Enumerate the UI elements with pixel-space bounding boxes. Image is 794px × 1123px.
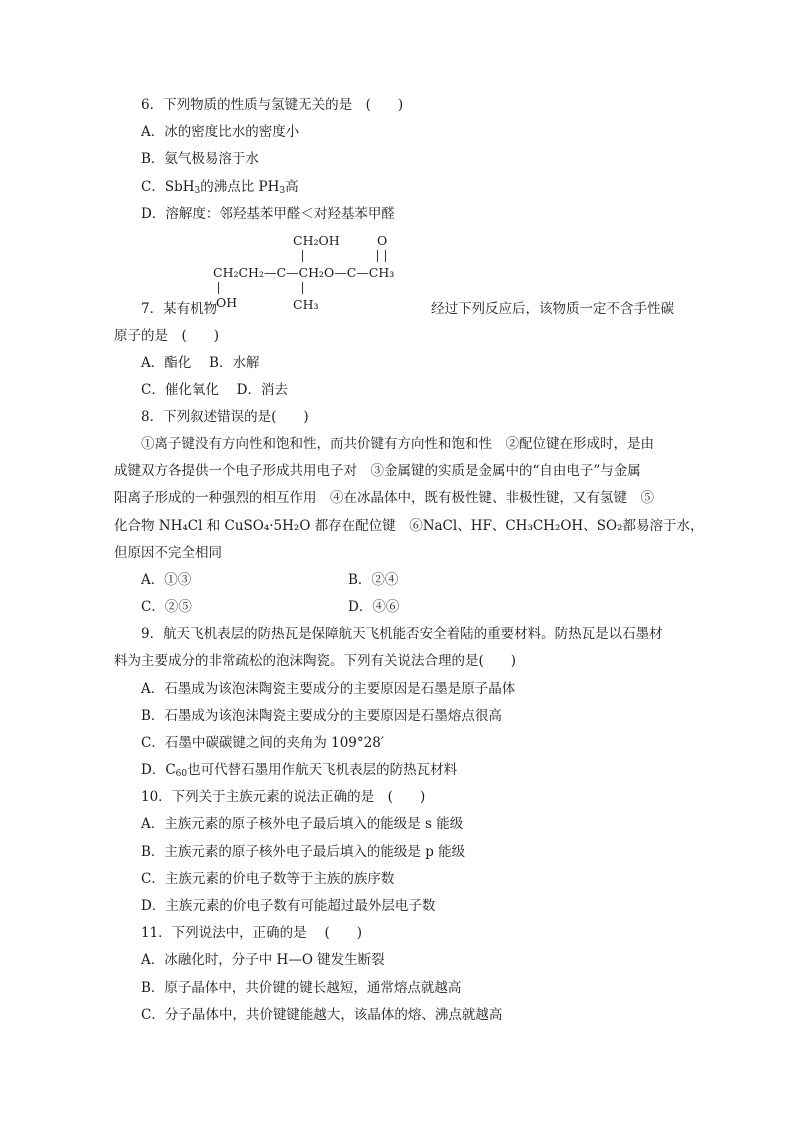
q7-stem-c: 原子的是 ( ): [114, 328, 220, 344]
q8-line-2: 成键双方各提供一个电子形成共用电子对 ③金属键的实质是金属中的“自由电子”与金属: [114, 463, 641, 479]
q9-option-a: A．石墨成为该泡沫陶瓷主要成分的主要原因是石墨是原子晶体: [141, 681, 516, 697]
q8-option-b: B．②④: [348, 572, 399, 588]
q10-option-d: D．主族元素的价电子数有可能超过最外层电子数: [141, 898, 436, 914]
q10-option-a: A．主族元素的原子核外电子最后填入的能级是 s 能级: [141, 816, 464, 832]
struct-double-bond: [377, 250, 386, 262]
struct-bond-up: [302, 250, 303, 262]
q6-option-b: B．氨气极易溶于水: [141, 151, 259, 167]
q6-stem: 6．下列物质的性质与氢键无关的是 ( ): [141, 97, 404, 113]
q8-option-c: C．②⑤: [141, 599, 192, 615]
q6-option-c: C．SbH$_3$的沸点比 $PH_3$高: [141, 179, 299, 196]
q9-option-c: C．石墨中碳碳键之间的夹角为 109°28′: [141, 735, 384, 751]
struct-main-chain: CH₂CH₂—C—CH₂O—C—CH₃: [213, 265, 395, 280]
q8-line-1: ①离子键没有方向性和饱和性，而共价键有方向性和饱和性 ②配位键在形成时，是由: [141, 436, 654, 452]
q11-stem: 11．下列说法中，正确的是 ( ): [141, 925, 363, 941]
q6-option-d: D．溶解度：邻羟基苯甲醛＜对羟基苯甲醛: [141, 206, 395, 222]
q8-line-3: 阳离子形成的一种强烈的相互作用 ④在冰晶体中，既有极性键、非极性键，又有氢键 ⑤: [114, 490, 654, 506]
structural-formula: [205, 228, 440, 320]
struct-bond-oh: [218, 282, 219, 294]
struct-ch3: CH₃: [293, 297, 319, 312]
q8-stem: 8．下列叙述错误的是( ): [141, 409, 309, 425]
struct-bond-down: [302, 282, 303, 294]
struct-carbonyl-o: O: [377, 233, 388, 248]
q9-option-b: B．石墨成为该泡沫陶瓷主要成分的主要原因是石墨熔点很高: [141, 708, 502, 724]
q9-option-d: D．$C_{60}$也可代替石墨用作航天飞机表层的防热瓦材料: [141, 762, 458, 779]
q9-line-2: 料为主要成分的非常疏松的泡沫陶瓷。下列有关说法合理的是( ): [114, 653, 517, 669]
q9-line-1: 9．航天飞机表层的防热瓦是保障航天飞机能否安全着陆的重要材料。防热瓦是以石墨材: [141, 626, 663, 642]
q7-options-ab: A．酯化 B．水解: [141, 355, 260, 371]
q8-line-5: 但原因不完全相同: [114, 545, 222, 561]
q6-option-a: A．冰的密度比水的密度小: [141, 124, 300, 140]
q8-line-4: 化合物 NH₄Cl 和 CuSO₄·5H₂O 都存在配位键 ⑥NaCl、HF、CH₃CH₂OH、SO₂都易溶于水，: [114, 518, 704, 534]
q11-option-c: C．分子晶体中，共价键键能越大，该晶体的熔、沸点就越高: [141, 1007, 503, 1023]
struct-ch2oh: CH₂OH: [293, 233, 340, 248]
q8-option-a: A．①③: [141, 572, 192, 588]
q7-options-cd: C．催化氧化 D．消去: [141, 382, 288, 398]
q10-stem: 10．下列关于主族元素的说法正确的是 ( ): [141, 789, 426, 805]
struct-oh: OH: [216, 295, 238, 310]
q8-option-d: D．④⑥: [348, 599, 400, 615]
q7-stem-b: 经过下列反应后，该物质一定不含手性碳: [431, 301, 674, 317]
q11-option-b: B．原子晶体中，共价键的键长越短，通常熔点就越高: [141, 980, 462, 996]
q11-option-a: A．冰融化时，分子中 H—O 键发生断裂: [141, 952, 385, 968]
q10-option-b: B．主族元素的原子核外电子最后填入的能级是 p 能级: [141, 844, 466, 860]
q7-stem-a: 7．某有机物: [141, 301, 218, 317]
q10-option-c: C．主族元素的价电子数等于主族的族序数: [141, 871, 395, 887]
